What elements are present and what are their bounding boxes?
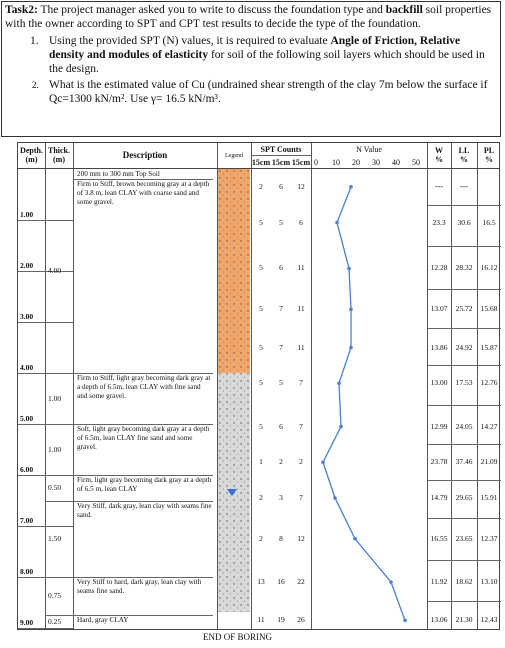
lab-row-line [427,328,501,329]
lab-w-value: 12.28 [430,263,448,273]
lab-pl-value: 15.68 [480,304,498,314]
depth-label: 4.00 [20,363,34,372]
lab-w-value: 13.00 [430,378,448,388]
task-title: Task2: [5,4,38,16]
col-divider [45,143,46,629]
lab-ll-value: 37.46 [455,457,473,467]
spt-count: 1 [259,457,263,467]
header-pl-label: PL [483,146,495,155]
lab-w-value: 12.99 [430,421,448,431]
n-axis-tick-label: 40 [392,158,400,167]
lab-ll-value: 17.53 [455,378,473,388]
description-text: Firm, light gray becoming dark gray at a depth of 6.5 m, lean CLAY [77,476,212,493]
spt-count: 11 [297,263,305,273]
question-list [2,34,500,106]
lab-ll-value: 30.6 [457,217,471,227]
spt-count: 5 [259,217,263,227]
lab-ll-value: 18.62 [455,577,473,587]
spt-count: 5 [259,378,263,388]
lab-row-line [427,480,501,481]
question-1-bold: Angle of Friction, Relative density and modules of elasticity [49,35,461,61]
header-thick-unit: (m) [53,155,65,164]
question-1 [2,34,500,76]
soil-legend-column [218,169,250,612]
n-value-point [353,537,357,541]
n-axis-tick-label: 10 [332,158,340,167]
end-of-boring: END OF BORING [203,632,273,642]
description-text: Soft, light gray becoming dark gray at a depth of 6.5m, lean CLAY fine sand and some gravel. [77,425,210,451]
spt-count: 6 [279,263,283,273]
lab-pl-value: 16.5 [482,217,496,227]
thickness-label: 0.25 [48,616,62,626]
n-value-line [323,187,405,620]
depth-label: 2.00 [20,261,34,270]
header-w-label: W [435,146,443,155]
task-intro [2,2,500,32]
n-axis-tick-label: 0 [314,158,318,167]
header-ll-label: LL [458,146,470,155]
header-depth-label: Depth. [20,146,43,155]
thickness-label: 0.50 [48,482,62,492]
description-text: Very Stiff, dark gray, lean clay with seams fine sand. [77,501,212,519]
layer-line [45,424,73,425]
spt-count: 2 [259,492,263,502]
lab-w-value: 13.07 [430,304,448,314]
n-value-point [339,425,343,429]
spt-count: 12 [297,181,305,191]
thickness-label: 1.00 [48,393,62,403]
question-2-text: What is the estimated value of Cu (undrained shear strength of the clay 7m below the surface if Qc=1300 kN/m². Use γ= 16.5 kN/m³. [49,79,488,105]
n-axis-tick-label: 30 [372,158,380,167]
lab-pl-value: 21.09 [480,457,498,467]
depth-line [18,220,73,221]
spt-count: 2 [299,457,303,467]
lab-pl-value: 13.10 [480,577,498,587]
spt-count: 2 [259,533,263,543]
depth-line [18,271,73,272]
lab-pl-value: 14.27 [480,421,498,431]
lab-ll-value: 28.32 [455,263,473,273]
spt-subheader-line [251,155,311,156]
lab-pl-value: 12.76 [480,378,498,388]
depth-label: 6.00 [20,465,34,474]
n-value-point [337,381,341,385]
lab-pl-value: 15.87 [480,342,498,352]
lab-w-value: 23.78 [430,457,448,467]
spt-count: 11 [257,615,265,625]
lab-pl-value: 12.37 [480,533,498,543]
lab-row-line [427,246,501,247]
header-thick [45,146,73,164]
depth-label: 1.00 [20,210,34,219]
lab-w-value: 13.86 [430,342,448,352]
spt-count: 7 [299,421,303,431]
depth-label: 3.00 [20,312,34,321]
layer-line [45,475,73,476]
spt-count: 3 [279,492,283,502]
spt-count: 11 [297,304,305,314]
n-value-point [321,460,325,464]
lab-row-line [427,289,501,290]
lab-w-value: 16.55 [430,533,448,543]
lab-ll-value: 24.05 [455,421,473,431]
lab-ll-value: 23.65 [455,533,473,543]
layer-line [45,501,73,502]
lab-row-line [427,601,501,602]
task-box [1,1,501,137]
n-value-point [333,496,337,500]
n-value-point [349,185,353,189]
question-1-text-b: for soil of the following soil layers which should be used in the design. [49,49,485,75]
lab-pl-value: 12.43 [480,615,498,625]
n-value-point [403,619,407,623]
spt-count: 6 [299,217,303,227]
lab-ll-value: --- [460,181,468,191]
depth-line [18,322,73,323]
spt-count: 8 [279,533,283,543]
header-depth-unit: (m) [25,155,38,164]
header-depth [18,146,45,164]
spt-count: 6 [279,181,283,191]
n-value-point [347,267,351,271]
header-legend: Legend [225,153,243,159]
header-spt-sub-2: 15cm [271,158,291,167]
thickness-label: 1.00 [48,444,62,454]
spt-count: 6 [279,421,283,431]
lab-row-line [427,205,501,206]
spt-count: 2 [259,181,263,191]
lab-pl-value: 15.91 [480,492,498,502]
description-text: 200 mm to 300 mm Top Soil [77,170,160,178]
legend-upper-pattern [218,169,250,373]
question-1-number: 1. [30,35,39,47]
spt-count: 5 [259,304,263,314]
header-ll [451,146,477,164]
depth-label: 8.00 [20,567,34,576]
depth-label: 9.00 [20,618,34,627]
lab-pl-value: 16.12 [480,263,498,273]
lab-ll-value: 29.65 [455,492,473,502]
n-value-point [335,221,339,225]
depth-label: 5.00 [20,414,34,423]
spt-count: 5 [259,342,263,352]
question-1-text-a: Using the provided SPT (N) values, it is required to evaluate [49,35,331,47]
n-value-point [389,580,393,584]
header-spt: SPT Counts [260,145,302,154]
spt-count: 12 [297,533,305,543]
lab-row-line [427,365,501,366]
n-value-point [349,346,353,350]
header-pl [477,146,501,164]
lab-ll-value: 21.30 [455,615,473,625]
spt-count: 7 [279,342,283,352]
n-axis-tick-label: 20 [352,158,360,167]
layer-line [45,577,73,578]
description-text: Firm to Stiff, light gray becoming dark gray at a depth of 6.5m, lean CLAY with fine sand and some gravel. [77,374,211,400]
lab-w-value: 13.06 [430,615,448,625]
spt-count: 5 [279,378,283,388]
header-pl-unit: % [485,155,493,164]
header-spt-sub-1: 15cm [251,158,271,167]
thickness-label: 0.75 [48,591,62,601]
boring-log [17,142,500,642]
layer-line [45,373,73,374]
spt-count: 5 [259,263,263,273]
description-text: Hard, gray CLAY [77,616,129,625]
header-w [427,146,451,164]
lab-row-line [427,444,501,445]
lab-w-value: 11.92 [430,577,448,587]
spt-count: 7 [299,492,303,502]
thickness-label: 1.50 [48,533,62,543]
depth-line [18,628,73,629]
description-text: Firm to Stiff, brown becoming gray at a depth of 3.8 m, lean CLAY with coarse sand and some gravel. [77,180,210,207]
lab-ll-value: 24.92 [455,342,473,352]
lab-w-value: 14.79 [430,492,448,502]
depth-line [18,526,73,527]
n-value-chart [311,169,427,631]
spt-count: 26 [297,615,305,625]
spt-count: 22 [297,577,305,587]
spt-count: 16 [277,577,285,587]
spt-count: 7 [299,378,303,388]
spt-count: 11 [297,342,305,352]
lab-ll-value: 25.72 [455,304,473,314]
thickness-label: 4.00 [48,266,62,275]
spt-count: 19 [277,615,285,625]
spt-count: 5 [259,421,263,431]
spt-count: 5 [279,217,283,227]
lab-w-value: 23.3 [432,217,446,227]
spt-count: 2 [279,457,283,467]
n-value-point [349,307,353,311]
lab-row-line [427,560,501,561]
question-2 [2,78,500,106]
spt-count: 13 [257,577,265,587]
depth-label: 7.00 [20,516,34,525]
lab-row-line [427,518,501,519]
header-thick-label: Thick. [47,146,70,155]
question-2-number: 2. [32,80,39,90]
header-description: Description [122,150,168,160]
col-divider [73,143,74,629]
description-text: Very Stiff to hard, dark gray, lean clay with seams fine sand. [77,578,202,595]
header-nvalue: N Value [356,145,382,154]
n-axis-tick-label: 50 [412,158,420,167]
task-intro-text-1: The project manager asked you to write to discuss the foundation type and [37,4,386,16]
header-w-unit: % [435,155,443,164]
task-intro-bold: backfill [385,4,423,16]
lab-row-line [427,405,501,406]
header-ll-unit: % [460,155,468,164]
task-intro-text-2: soil properties with the owner according to SPT and CPT test results to decide the type of the foundation. [5,4,492,30]
header-spt-sub-3: 15cm [291,158,311,167]
lab-w-value: --- [435,181,443,191]
spt-count: 7 [279,304,283,314]
